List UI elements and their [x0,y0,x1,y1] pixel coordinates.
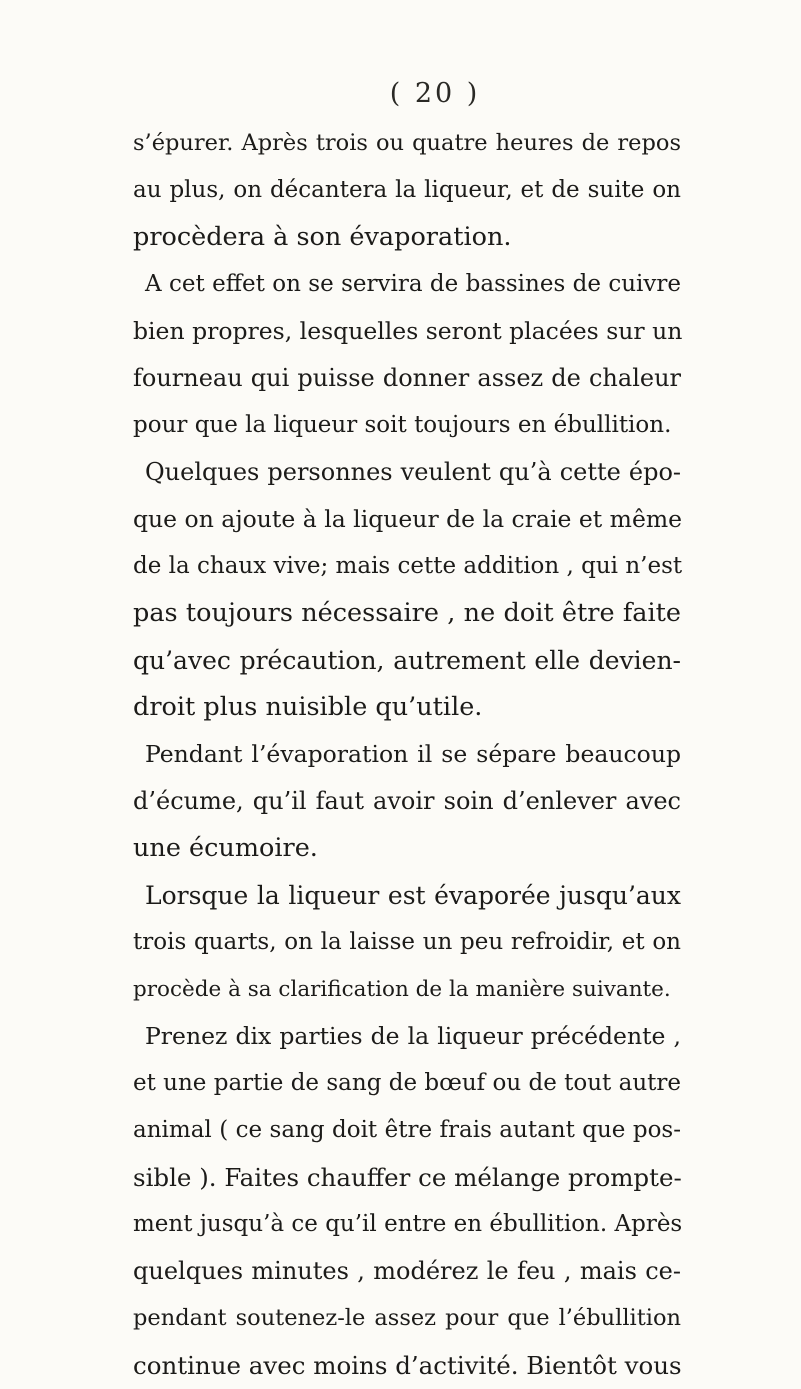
text-line: trois quarts, on la laisse un peu refroidir, et on [133,929,681,955]
text-line: qu’avec précaution, autrement elle devien- [133,646,681,675]
text-line: quelques minutes , modérez le feu , mais ce- [133,1257,681,1285]
text-line: procède à sa clarification de la manière suivante. [133,977,671,1002]
text-line: continue avec moins d’activité. Bientôt vous [133,1351,682,1380]
text-line: ment jusqu’à ce qu’il entre en ébullition. Après [133,1211,683,1237]
text-line: Prenez dix parties de la liqueur précédente , [145,1022,681,1050]
text-line: A cet effet on se servira de bassines de cuivre [145,271,681,297]
text-line: animal ( ce sang doit être frais autant que pos- [133,1117,681,1143]
text-line: pendant soutenez-le assez pour que l’ébullition [133,1305,681,1331]
text-line: et une partie de sang de bœuf ou de tout autre [133,1070,681,1096]
text-line: de la chaux vive; mais cette addition , qui n’est [133,553,683,579]
page-number: ( 20 ) [389,78,481,109]
text-line: bien propres, lesquelles seront placées sur un [133,317,683,345]
text-line: droit plus nuisible qu’utile. [133,692,483,722]
text-line: s’épurer. Après trois ou quatre heures de repos [133,130,681,156]
text-line: sible ). Faites chauffer ce mélange prompte- [133,1163,682,1192]
text-line: Quelques personnes veulent qu’à cette épo- [145,458,681,486]
text-line: Pendant l’évaporation il se sépare beaucoup [145,740,681,768]
text-line: procèdera à son évaporation. [133,222,512,252]
text-line: d’écume, qu’il faut avoir soin d’enlever avec [133,787,681,815]
text-line: que on ajoute à la liqueur de la craie et même [133,505,683,533]
text-line: fourneau qui puisse donner assez de chaleur [133,364,681,392]
body-text [133,120,681,1389]
text-line: au plus, on décantera la liqueur, et de suite on [133,177,681,203]
text-line: une écumoire. [133,833,318,863]
text-line: pour que la liqueur soit toujours en ébullition. [133,412,672,438]
text-line: pas toujours nécessaire , ne doit être faite [133,598,681,628]
text-line: Lorsque la liqueur est évaporée jusqu’aux [145,881,681,910]
